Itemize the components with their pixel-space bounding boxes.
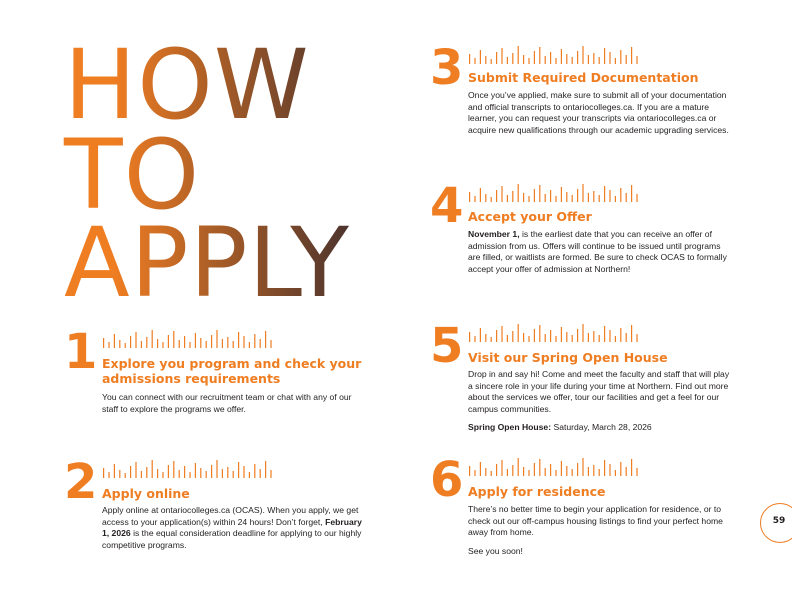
decorative-bar [582,458,583,476]
decorative-bar [179,340,180,348]
decorative-bar [555,336,556,342]
decorative-bar [195,333,196,348]
decorative-bar [631,185,632,202]
decorative-bar [545,468,546,476]
decorative-bar [593,465,594,476]
decorative-bar [233,471,234,478]
decorative-bar [615,336,616,342]
step-title: Submit Required Documentation [468,70,699,85]
decorative-bar [615,58,616,64]
decorative-bar [620,188,621,202]
decorative-bar [588,333,589,342]
decorative-bars-icon [102,458,282,480]
decorative-bar [604,48,605,64]
decorative-bar [135,332,136,348]
decorative-bar [539,459,540,476]
decorative-bar [561,327,562,342]
decorative-bar [550,190,551,202]
decorative-bar [496,52,497,64]
decorative-bar [173,331,174,348]
decorative-bar [184,466,185,478]
decorative-bars-icon [468,456,648,478]
decorative-bar [119,470,120,478]
decorative-bar [577,329,578,342]
decorative-bar [130,336,131,348]
step-body-text: Drop in and say hi! Come and meet the faculty and staff that will play a sincere role in your life during your time at Northern. Find out more about the services we offer, tour our facilities and get a feel for our campus communities. [468,369,730,414]
decorative-bar [469,466,470,476]
decorative-bar [507,335,508,342]
decorative-bar [103,468,104,478]
decorative-bar [615,196,616,202]
step-title: Apply for residence [468,484,606,499]
decorative-bar [168,335,169,348]
decorative-bar [609,330,610,342]
title-how: HOW [64,29,310,141]
decorative-bar [114,334,115,348]
decorative-bar [152,330,153,348]
step-body-text: is the equal consideration deadline for applying to our highly competitive programs. [102,528,362,550]
decorative-bar [233,341,234,348]
decorative-bar [599,57,600,64]
decorative-bar [270,340,271,348]
decorative-bar [528,196,529,202]
decorative-bar [238,462,239,478]
decorative-bar [469,332,470,342]
decorative-bars-icon [102,328,282,350]
decorative-bar [566,466,567,476]
offer-date: November 1, [468,229,520,239]
step-body-text: Apply online at ontariocolleges.ca (OCAS). When you apply, we get access to your application(s) within 24 hours! Don’t forget, [102,505,359,527]
decorative-bar [593,331,594,342]
decorative-bar [501,48,502,64]
decorative-bar [243,466,244,478]
decorative-bar [523,333,524,342]
decorative-bar [480,188,481,202]
decorative-bar [270,470,271,478]
decorative-bar [501,326,502,342]
decorative-bar [609,52,610,64]
decorative-bar [561,461,562,476]
decorative-bar [636,194,637,202]
decorative-bar [572,335,573,342]
decorative-bar [599,195,600,202]
step-number: 5 [430,318,464,374]
decorative-bar [561,187,562,202]
decorative-bar [550,52,551,64]
decorative-bar [474,196,475,202]
decorative-bar [566,332,567,342]
decorative-bar [211,335,212,348]
decorative-bar [114,464,115,478]
decorative-bar [227,467,228,478]
open-house-label: Spring Open House: [468,422,552,433]
decorative-bar [474,336,475,342]
decorative-bar [227,337,228,348]
decorative-bar [103,338,104,348]
decorative-bar [534,51,535,64]
decorative-bar [507,469,508,476]
decorative-bars-icon [468,44,648,66]
decorative-bar [206,471,207,478]
decorative-bar [550,330,551,342]
decorative-bar [566,192,567,202]
decorative-bar [189,342,190,348]
decorative-bar [480,462,481,476]
step-title: Visit our Spring Open House [468,350,668,365]
decorative-bar [507,195,508,202]
decorative-bar [485,194,486,202]
step-3 [430,42,730,152]
step-5 [430,320,730,440]
decorative-bar [157,469,158,478]
step-number: 6 [430,452,464,508]
decorative-bar [162,342,163,348]
decorative-bar [528,336,529,342]
decorative-bar [582,324,583,342]
decorative-bar [238,332,239,348]
decorative-bar [216,460,217,478]
decorative-bar [609,190,610,202]
decorative-bar [512,191,513,202]
decorative-bar [206,341,207,348]
decorative-bar [512,331,513,342]
decorative-bar [130,466,131,478]
decorative-bar [528,470,529,476]
decorative-bar [555,470,556,476]
decorative-bar [184,336,185,348]
decorative-bar [125,473,126,478]
decorative-bar [162,472,163,478]
title-to: TO [64,119,201,231]
decorative-bar [179,470,180,478]
decorative-bar [523,467,524,476]
decorative-bar [141,471,142,478]
decorative-bar [141,341,142,348]
decorative-bar [539,185,540,202]
decorative-bar [620,462,621,476]
decorative-bar [485,334,486,342]
decorative-bar [518,46,519,64]
decorative-bar [631,459,632,476]
step-4 [430,180,730,290]
decorative-bar [523,55,524,64]
decorative-bar [534,189,535,202]
decorative-bar [577,189,578,202]
decorative-bar [195,463,196,478]
step-body [468,229,730,275]
decorative-bar [485,468,486,476]
step-body [468,369,730,434]
decorative-bar [249,342,250,348]
decorative-bar [480,50,481,64]
decorative-bar [604,326,605,342]
step-number: 3 [430,40,464,96]
decorative-bar [572,57,573,64]
decorative-bar [599,335,600,342]
decorative-bar [620,50,621,64]
decorative-bar [604,460,605,476]
step-body [468,504,730,557]
decorative-bar [572,195,573,202]
decorative-bar [604,186,605,202]
step-title: Apply online [102,486,190,501]
decorative-bar [200,468,201,478]
decorative-bar [249,472,250,478]
step-1 [64,326,364,426]
decorative-bar [588,55,589,64]
decorative-bar [545,194,546,202]
decorative-bar [636,334,637,342]
decorative-bar [501,460,502,476]
decorative-bar [588,193,589,202]
decorative-bar [631,47,632,64]
decorative-bar [496,330,497,342]
decorative-bar [626,467,627,476]
open-house-date-value: Saturday, March 28, 2026 [551,422,652,433]
decorative-bar [518,324,519,342]
decorative-bar [588,467,589,476]
decorative-bars-icon [468,322,648,344]
decorative-bar [545,334,546,342]
decorative-bar [593,191,594,202]
step-body-text: There’s no better time to begin your application for residence, or to check out our off-campus housing listings to find your perfect home away from home. [468,504,723,538]
decorative-bar [631,325,632,342]
closing-text: See you soon! [468,545,523,556]
decorative-bars-icon [468,182,648,204]
decorative-bar [474,58,475,64]
decorative-bar [593,53,594,64]
decorative-bar [626,333,627,342]
decorative-bar [550,464,551,476]
decorative-bar [577,51,578,64]
decorative-bar [512,465,513,476]
decorative-bar [222,339,223,348]
step-body: You can connect with our recruitment team or chat with any of our staff to explore the programs we offer. [102,392,352,414]
step-body [102,505,364,551]
decorative-bar [152,460,153,478]
decorative-bar [491,197,492,202]
decorative-bar [518,184,519,202]
decorative-bar [615,470,616,476]
decorative-bar [125,343,126,348]
decorative-bar [620,328,621,342]
decorative-bar [135,462,136,478]
decorative-bar [265,331,266,348]
step-2 [64,456,364,566]
decorative-bar [507,57,508,64]
decorative-bar [518,458,519,476]
decorative-bar [599,469,600,476]
decorative-bar [545,56,546,64]
decorative-bar [491,59,492,64]
decorative-bar [222,469,223,478]
decorative-bar [512,53,513,64]
decorative-bar [119,340,120,348]
decorative-bar [260,339,261,348]
decorative-bar [496,190,497,202]
decorative-bar [626,55,627,64]
open-house-date [468,422,730,434]
step-body-text: is the earliest date that you can receive an offer of admission from us. Offers will continue to be issued until programs are filled, or waitlists are formed. Be sure to check OCAS to formally accept your offer of admission at Northern! [468,229,727,274]
decorative-bar [254,464,255,478]
decorative-bar [534,329,535,342]
decorative-bar [200,338,201,348]
page-title [50,30,390,320]
decorative-bar [534,463,535,476]
decorative-bar [146,337,147,348]
decorative-bar [528,58,529,64]
decorative-bar [168,465,169,478]
step-title: Accept your Offer [468,209,592,224]
decorative-bar [211,465,212,478]
decorative-bar [157,339,158,348]
page-number: 59 [772,516,786,526]
decorative-bar [636,468,637,476]
decorative-bar [108,472,109,478]
decorative-bar [469,192,470,202]
decorative-bar [582,184,583,202]
decorative-bar [582,46,583,64]
decorative-bar [469,54,470,64]
decorative-bar [260,469,261,478]
decorative-bar [572,469,573,476]
decorative-bar [491,471,492,476]
decorative-bar [173,461,174,478]
decorative-bar [523,193,524,202]
step-body: Once you’ve applied, make sure to submit all of your documentation and official transcripts to ontariocolleges.ca. If you are a mature learner, you can request your transcripts via ontariocolleges.ca or acquire new qualifications through our academic upgrading services. [468,90,729,135]
decorative-bar [566,54,567,64]
step-number: 2 [64,454,98,510]
decorative-bar [474,470,475,476]
decorative-bar [189,472,190,478]
decorative-bar [577,463,578,476]
step-number: 4 [430,178,464,234]
decorative-bar [626,193,627,202]
step-6 [430,454,730,574]
decorative-bar [555,196,556,202]
decorative-bar [539,325,540,342]
decorative-bar [491,337,492,342]
decorative-bar [501,186,502,202]
decorative-bar [539,47,540,64]
decorative-bar [108,342,109,348]
deadline-date: February 1, 2026 [102,516,362,539]
decorative-bar [265,461,266,478]
decorative-bar [561,49,562,64]
decorative-bar [216,330,217,348]
decorative-bar [485,56,486,64]
step-number: 1 [64,324,98,380]
decorative-bar [609,464,610,476]
decorative-bar [146,467,147,478]
decorative-bar [555,58,556,64]
decorative-bar [636,56,637,64]
step-title: Explore you program and check your admissions requirements [102,356,362,386]
title-apply: APPLY [64,207,350,319]
decorative-bar [254,334,255,348]
decorative-bar [480,328,481,342]
decorative-bar [496,464,497,476]
decorative-bar [243,336,244,348]
